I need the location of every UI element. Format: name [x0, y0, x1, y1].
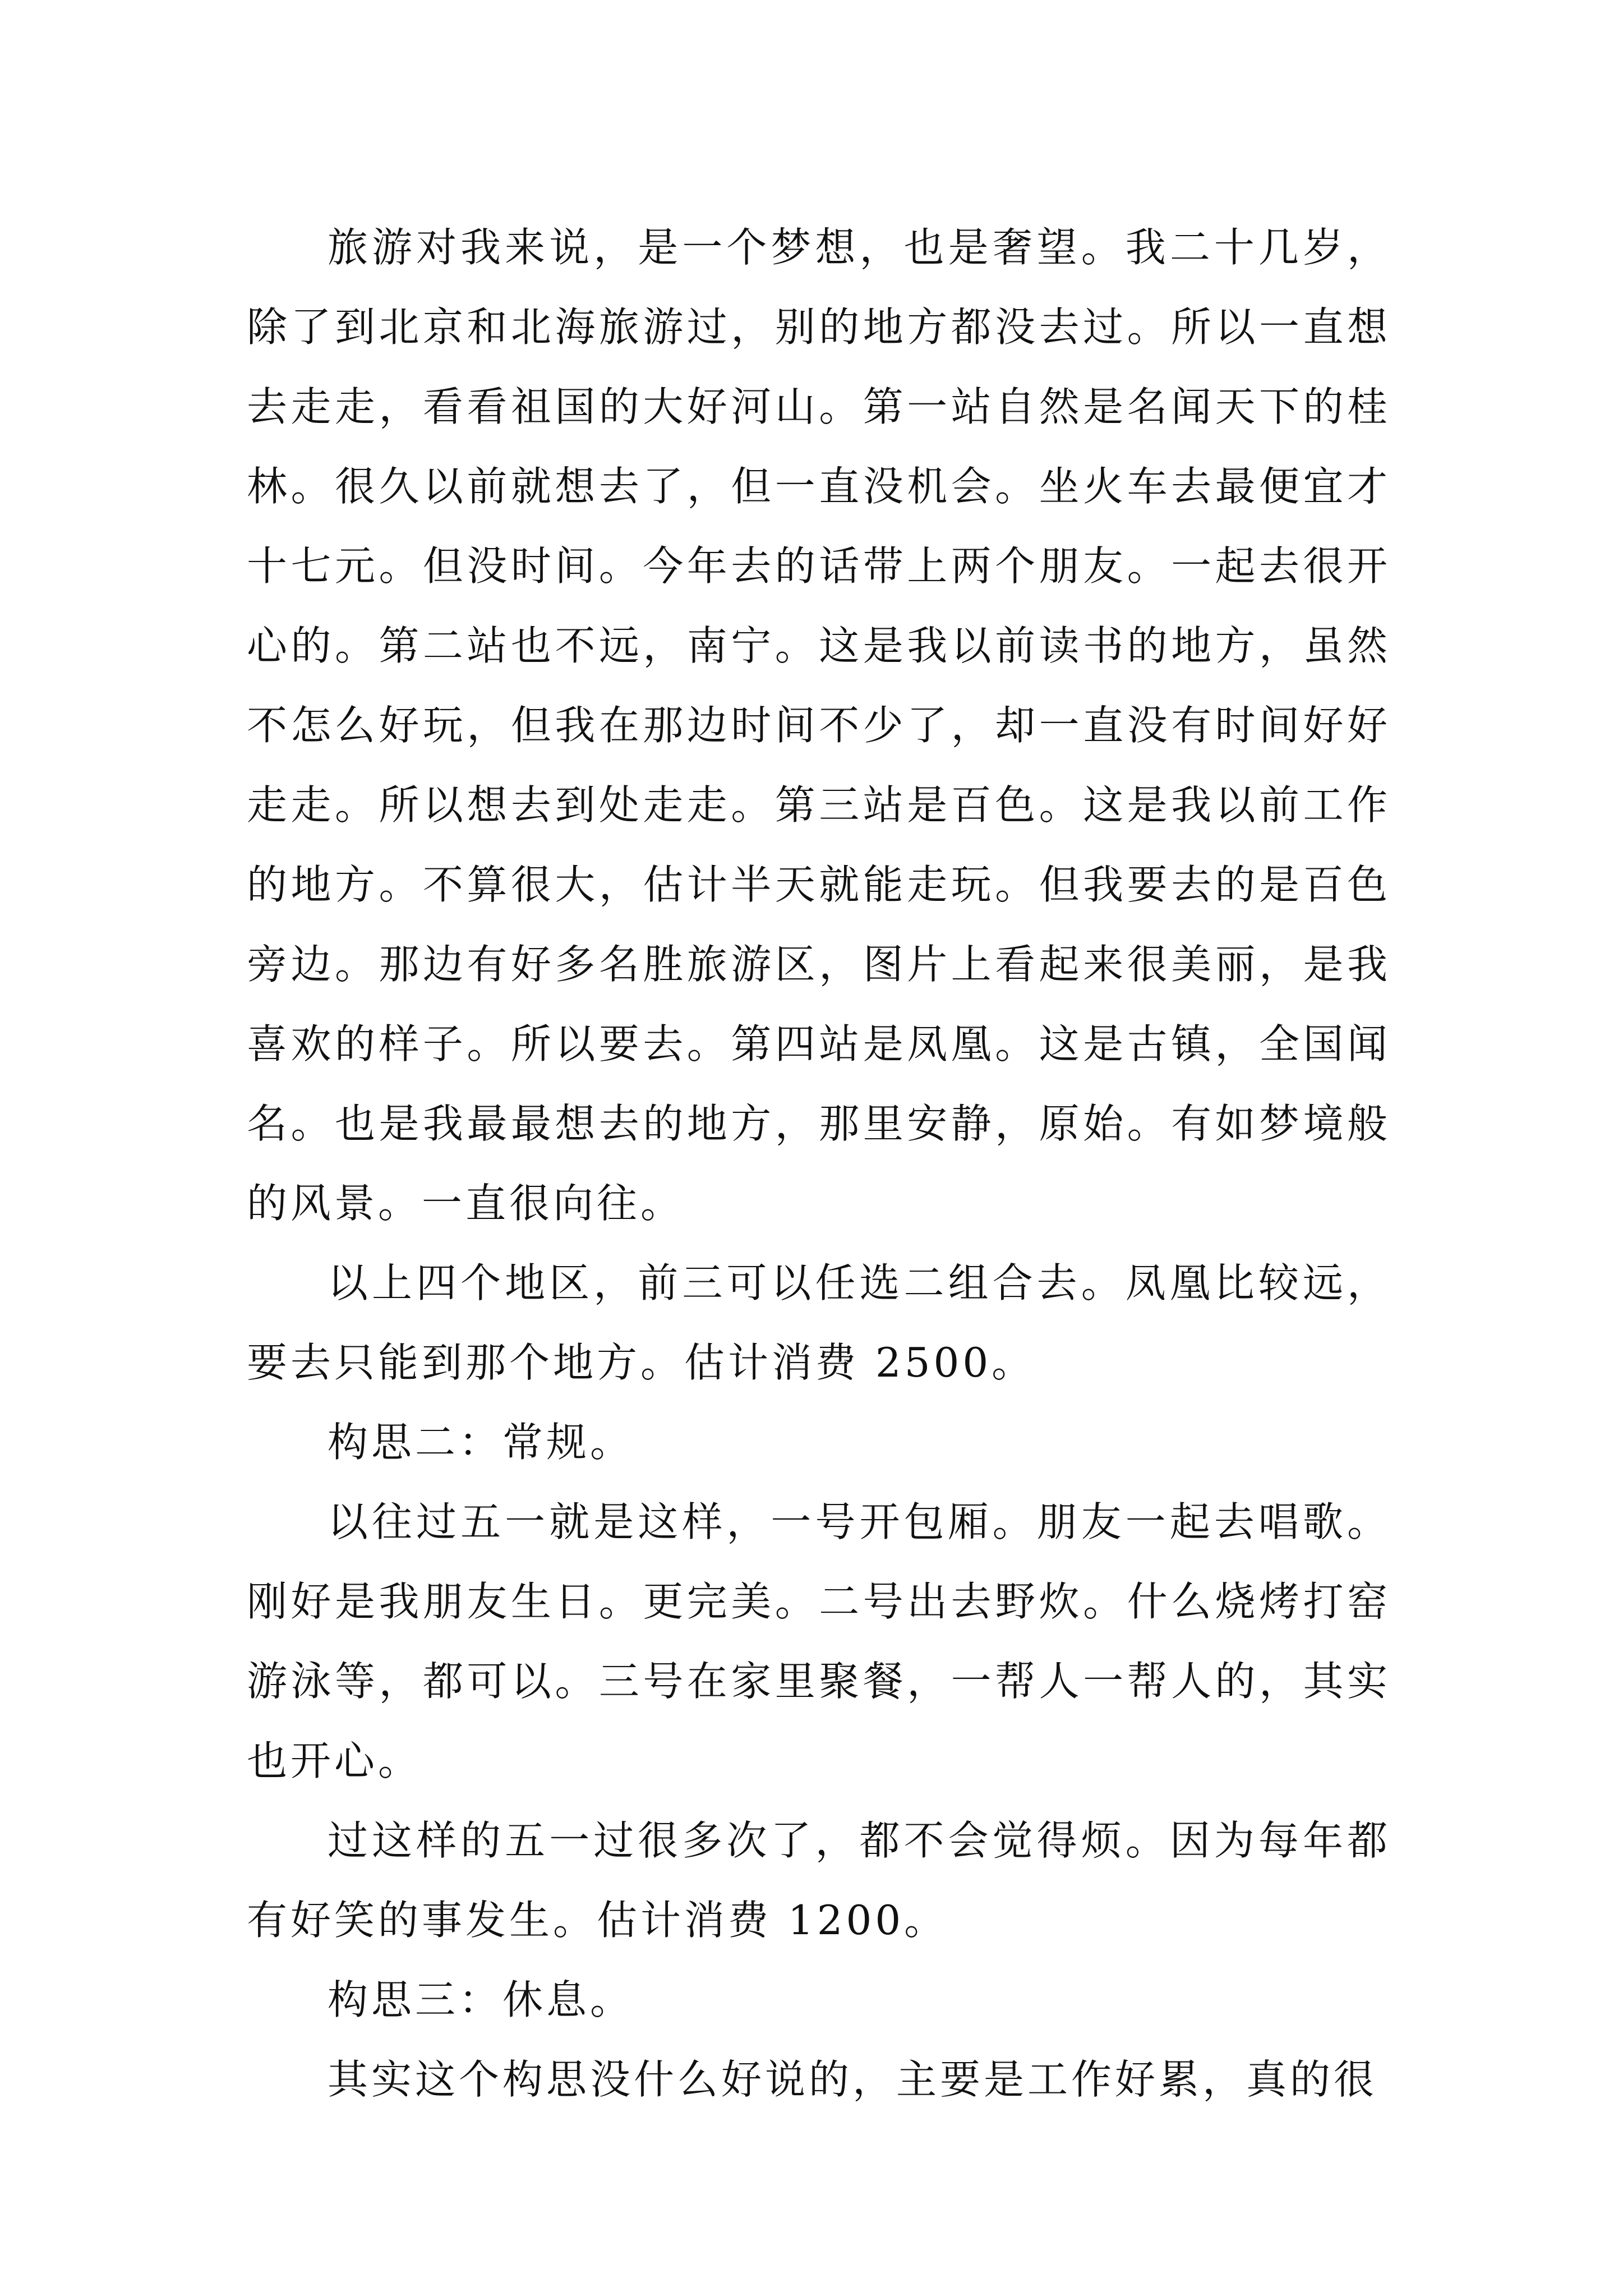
- heading-plan-three: 构思三：休息。: [328, 1976, 634, 2023]
- heading-plan-two: 构思二：常规。: [328, 1419, 634, 1466]
- paragraph-travel-cost: 以上四个地区，前三可以任选二组合去。凤凰比较远，要去只能到那个地方。估计消费 2500。: [247, 1259, 1391, 1386]
- document-body: [247, 208, 1391, 2119]
- paragraph-routine-plan: 以往过五一就是这样，一号开包厢。朋友一起去唱歌。刚好是我朋友生日。更完美。二号出去野炊。什么烧烤打窑游泳等，都可以。三号在家里聚餐，一帮人一帮人的，其实也开心。: [247, 1498, 1391, 1784]
- paragraph-rest-plan: 其实这个构思没什么好说的，主要是工作好累，真的很: [328, 2056, 1378, 2103]
- paragraph-travel-plan: 旅游对我来说，是一个梦想，也是奢望。我二十几岁，除了到北京和北海旅游过，别的地方都没去过。所以一直想去走走，看看祖国的大好河山。第一站自然是名闻天下的桂林。很久以前就想去了，但一直没机会。坐火车去最便宜才十七元。但没时间。今年去的话带上两个朋友。一起去很开心的。第二站也不远，南宁。这是我以前读书的地方，虽然不怎么好玩，但我在那边时间不少了，却一直没有时间好好走走。所以想去到处走走。第三站是百色。这是我以前工作的地方。不算很大，估计半天就能走玩。但我要去的是百色旁边。那边有好多名胜旅游区，图片上看起来很美丽，是我喜欢的样子。所以要去。第四站是凤凰。这是古镇，全国闻名。也是我最最想去的地方，那里安静，原始。有如梦境般的风景。一直很向往。: [247, 224, 1391, 1227]
- paragraph-routine-cost: 过这样的五一过很多次了，都不会觉得烦。因为每年都有好笑的事发生。估计消费 1200。: [247, 1817, 1391, 1944]
